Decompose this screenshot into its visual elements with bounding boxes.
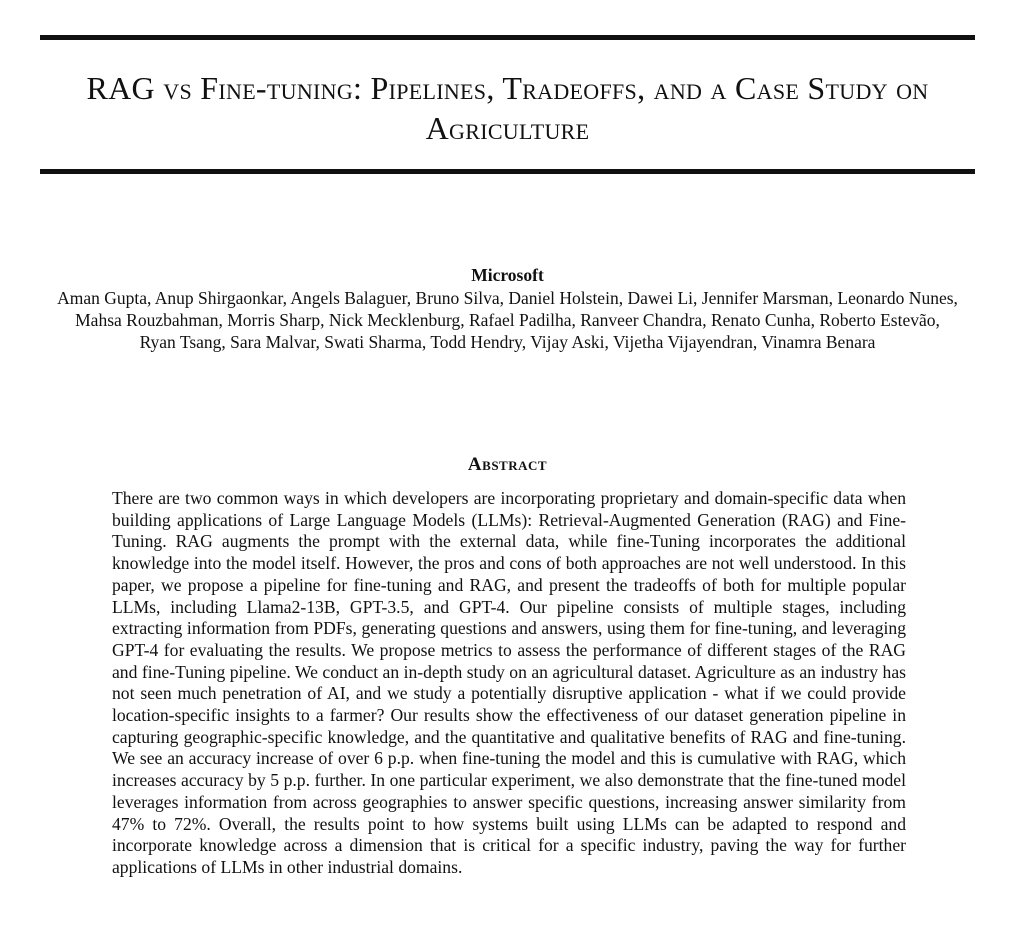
title-bottom-rule (40, 169, 975, 174)
author-list: Aman Gupta, Anup Shirgaonkar, Angels Balaguer, Bruno Silva, Daniel Holstein, Dawei Li, Jennifer Marsman, Leonardo Nunes, Mahsa Rouzbahman, Morris Sharp, Nick Mecklenburg, Rafael Padilha, Ranveer Chandra, Renato Cunha, Roberto Estevão, Ryan Tsang, Sara Malvar, Swati Sharma, Todd Hendry, Vijay Aski, Vijetha Vijayendran, Vinamra Benara (57, 288, 958, 352)
abstract-heading: Abstract (467, 454, 548, 475)
abstract-body: There are two common ways in which developers are incorporating proprietary and domain-specific data when building applications of Large Language Models (LLMs): Retrieval-Augmented Generation (RAG) and Fine-Tuning. RAG augments the prompt with the external data, while fine-Tuning incorporates the additional knowledge into the model itself. However, the pros and cons of both approaches are not well understood. In this paper, we propose a pipeline for fine-tuning and RAG, and present the tradeoffs of both for multiple popular LLMs, including Llama2-13B, GPT-3.5, and GPT-4. Our pipeline consists of multiple stages, including extracting information from PDFs, generating questions and answers, using them for fine-tuning, and leveraging GPT-4 for evaluating the results. We propose metrics to assess the performance of different stages of the RAG and fine-Tuning pipeline. We conduct an in-depth study on an agricultural dataset. Agriculture as an industry has not seen much penetration of AI, and we study a potentially disruptive application - what if we could provide location-specific insights to a farmer? Our results show the effectiveness of our dataset generation pipeline in capturing geographic-specific knowledge, and the quantitative and qualitative benefits of RAG and fine-tuning. We see an accuracy increase of over 6 p.p. when fine-tuning the model and this is cumulative with RAG, which increases accuracy by 5 p.p. further. In one particular experiment, we also demonstrate that the fine-tuned model leverages information from across geographies to answer specific questions, increasing answer similarity from 47% to 72%. Overall, the results point to how systems built using LLMs can be adapted to respond and incorporate knowledge across a dimension that is critical for a specific industry, paving the way for further applications of LLMs in other industrial domains. (112, 488, 906, 877)
title-top-rule (40, 35, 975, 40)
paper-title: RAG vs Fine-tuning: Pipelines, Tradeoffs, and a Case Study on Agriculture (86, 70, 929, 146)
affiliation: Microsoft (471, 265, 544, 285)
